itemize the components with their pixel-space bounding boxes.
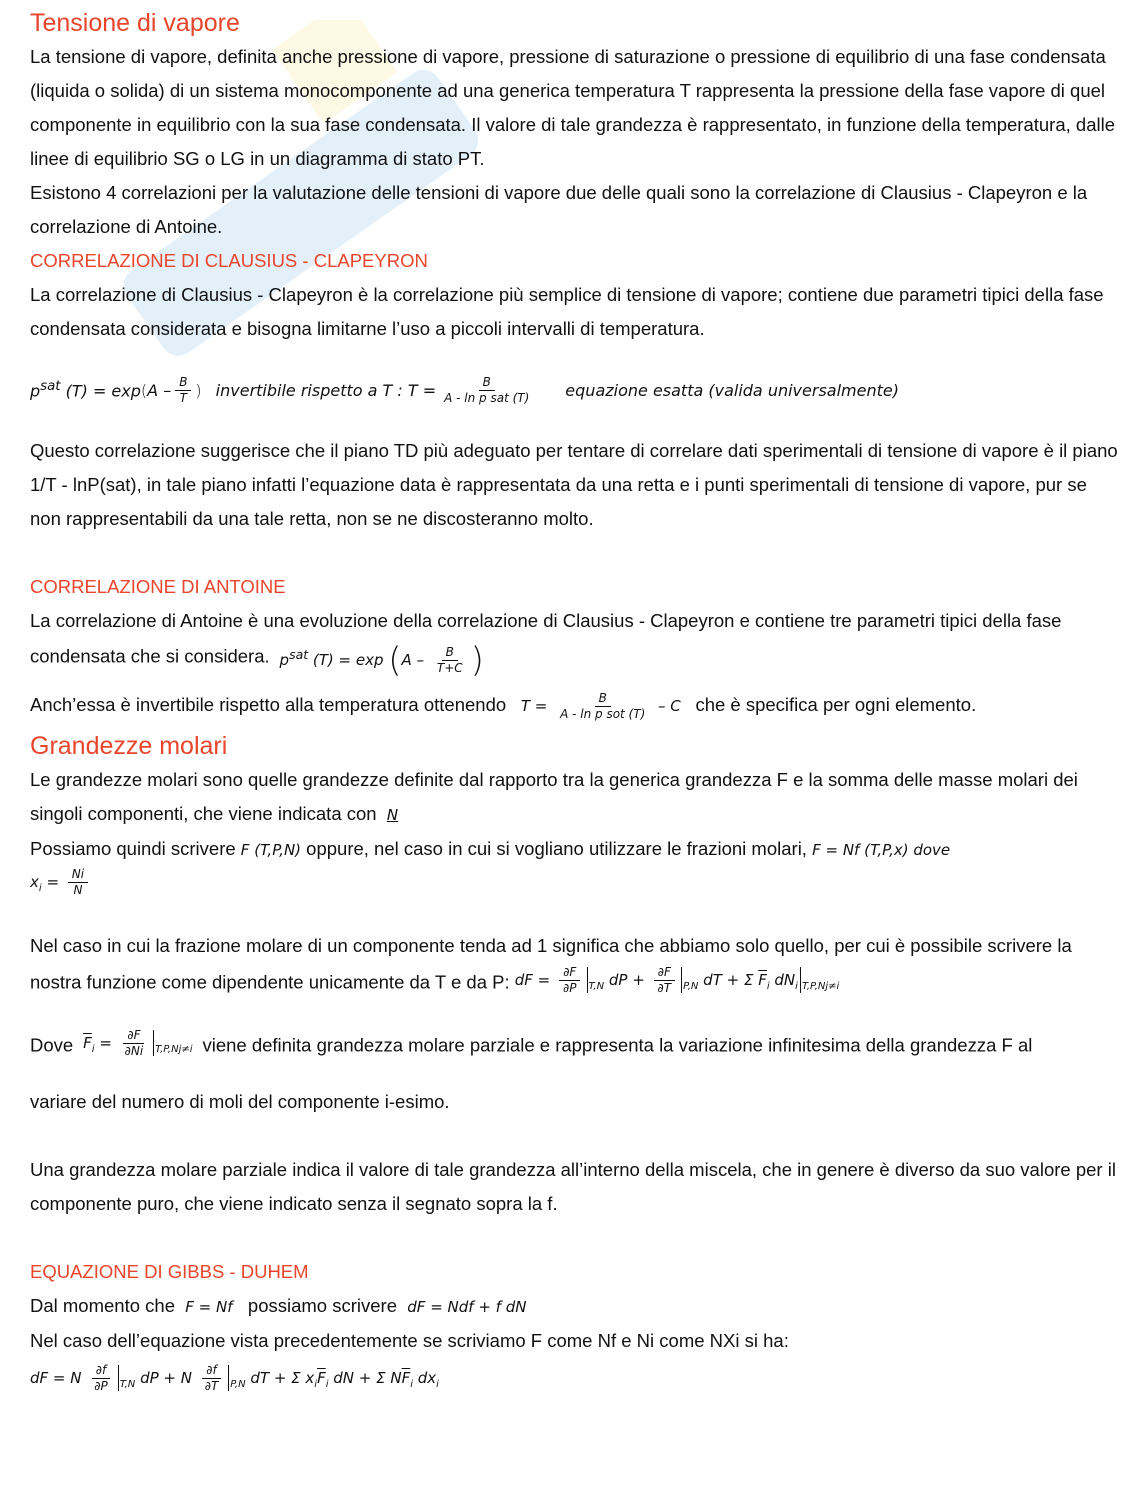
paragraph-grandezze-6: Una grandezza molare parziale indica il valore di tale grandezza all’interno della miscela, che in genere è diverso da suo valore per il componente puro, che viene indicato senza il segnato sopra la f.: [30, 1158, 1116, 1214]
heading-gibbs-duhem: EQUAZIONE DI GIBBS - DUHEM: [30, 1260, 309, 1282]
paragraph-clausius-2: Questo correlazione suggerisce che il piano TD più adeguato per tentare di correlare dati sperimentali di tensione di vapore è il piano 1/T - lnP(sat), in tale piano infatti l’equazione data è rappresentata da una retta e i punti sperimentali di tensione di vapore, pur se non rappresentabili da una tale retta, non se ne discosteranno molto.: [30, 440, 1118, 529]
paragraph-gibbs-2: Nel caso dell’equazione vista precedentemente se scriviamo F come Nf e Ni come NXi si ha:: [30, 1329, 789, 1351]
formula-df: dF = $\frac{\partial F}{\partial P}$ $_{T,N}$ dP + $\frac{\partial F}{\partial T}$ $_{P,N}$ dT + Σ $\overline{F}_i$ $dN_i$ $_{T,P,Nj\ne i}$: [514, 964, 840, 995]
formula-antoine: $p^{sat}$ (T) = exp (A – $\frac{B}{T+C}$ ): [274, 640, 484, 681]
formula-antoine-inverse: T = $\frac{B}{\text{A - ln p sot (T)}}$ – C: [511, 690, 691, 721]
paragraph-intro-2: Esistono 4 correlazioni per la valutazione delle tensioni di vapore due delle quali sono la correlazione di Clausius - Clapeyron e la correlazione di Antoine.: [30, 182, 1088, 237]
paragraph-grandezze-2: Possiamo quindi scrivere F (T,P,N) oppure, nel caso in cui si vogliano utilizzare le frazioni molari, F = Nf (T,P,x) dove: [30, 837, 951, 859]
formula-fraction-b-over-t: $\frac{B}{T}$: [175, 375, 191, 406]
formula-f-nf: F = Nf (T,P,x) dove: [812, 840, 951, 859]
paragraph-grandezze-3: Nel caso in cui la frazione molare di un componente tenda ad 1 significa che abbiamo solo quello, per cui è possibile scrivere la nostra funzione come dipendente unicamente da T e da P: dF = $\frac{\partial F}{\partial P}$ $_{T,N}$ dP + $\frac{\partial F}{\partial T}$ $_{P,N}$ dT + Σ $\overline{F}_i$ $dN_i$ $_{T,P,Nj\ne i}$: [30, 929, 1120, 1004]
paragraph-grandezze-5: variare del numero di moli del componente i-esimo.: [30, 1090, 450, 1112]
paragraph-intro: La tensione di vapore, definita anche pressione di vapore, pressione di saturazione o pressione di equilibrio di una fase condensata (liquida o solida) di un sistema monocomponente ad una generica temperatura T rappresenta la pressione della fase vapore di quel componente in equilibrio con la sua fase condensata. Il valore di tale grandezza è rappresentato, in funzione della temperatura, dalle linee di equilibrio SG o LG in un diagramma di stato PT.: [30, 46, 1115, 169]
symbol-n: N: [386, 805, 399, 824]
paragraph-gibbs-1: Dal momento che F = Nf possiamo scrivere dF = Ndf + f dN: [30, 1294, 527, 1316]
formula-fraction-inverse: $\frac{B}{\text{A - ln p sat (T)}}$: [444, 374, 530, 405]
formula-psat: $p^{sat}$ (T) = exp: [30, 379, 141, 401]
paragraph-antoine-2: Anch’essa è invertibile rispetto alla temperatura ottenendo T = $\frac{B}{\text{A - ln p sot (T)}}$ – C che è specifica per ogni elemento.: [30, 690, 977, 721]
paragraph-antoine: La correlazione di Antoine è una evoluzione della correlazione di Clausius - Clapeyron e contiene tre parametri tipici della fase condensata che si considera. $p^{sat}$ (T) = exp (A – $\frac{B}{T+C}$ ): [30, 610, 1062, 681]
formula-xi: $x_i$ = $\frac{Ni}{N}$: [30, 867, 1120, 903]
paragraph-grandezze-4: Dove $\overline{F}_i$ = $\frac{\partial F}{\partial Ni}$ $_{T,P,Nj\ne i}$ viene definita grandezza molare parziale e rappresenta la variazione infinitesima della grandezza F al: [30, 1026, 1120, 1067]
formula-df-ndf: dF = Ndf + f dN: [407, 1297, 527, 1316]
formula-invertibile: invertibile rispetto a T : T =: [215, 380, 437, 400]
title-tensione-di-vapore: Tensione di vapore: [30, 9, 240, 37]
paragraph-clausius: La correlazione di Clausius - Clapeyron è la correlazione più semplice di tensione di vapore; contiene due parametri tipici della fase condensata considerata e bisogna limitarne l’uso a piccoli intervalli di temperatura.: [30, 284, 1104, 339]
formula-gibbs-duhem: dF = N $\frac{\partial f}{\partial P}$ $_{T,N}$ dP + N $\frac{\partial f}{\partial T}$ $_{P,N}$ dT + Σ $x_i\overline{F}_i$ dN + Σ $N\overline{F}_i$ $dx_i$: [30, 1362, 439, 1393]
formula-note: equazione esatta (valida universalmente): [565, 380, 899, 400]
title-grandezze-molari: Grandezze molari: [30, 731, 228, 760]
heading-clausius-clapeyron: CORRELAZIONE DI CLAUSIUS - CLAPEYRON: [30, 250, 428, 271]
document-page: [30, 6, 1120, 1405]
heading-antoine: CORRELAZIONE DI ANTOINE: [30, 576, 286, 597]
formula-clausius: $p^{sat}$ (T) = exp ( A – $\frac{B}{T}$ ) invertibile rispetto a T : T = $\frac{B}{\text{A - ln p sat (T)}}$ equazione esatta (valida universalmente): [30, 374, 899, 405]
paragraph-grandezze-1: Le grandezze molari sono quelle grandezze definite dal rapporto tra la generica grandezza F e la somma delle masse molari dei singoli componenti, che viene indicata con N: [30, 768, 1078, 824]
formula-f-tpn: F (T,P,N): [240, 840, 302, 859]
formula-fi-bar: $\overline{F}_i$ = $\frac{\partial F}{\partial Ni}$ $_{T,P,Nj\ne i}$: [83, 1027, 193, 1058]
formula-f-equals-nf: F = Nf: [185, 1297, 233, 1316]
